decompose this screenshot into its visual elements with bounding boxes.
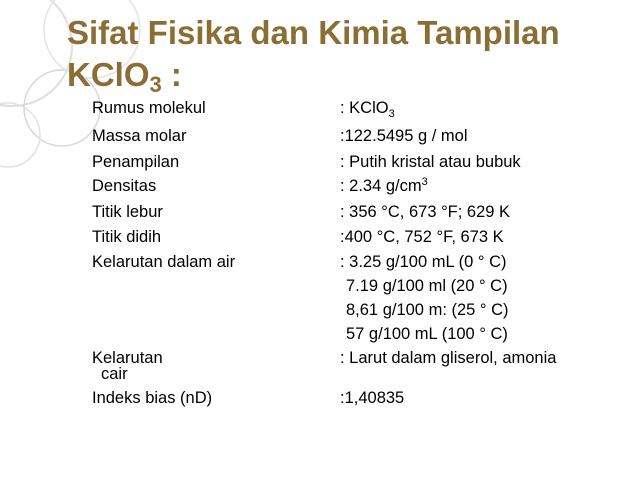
value-superscript: 3: [421, 176, 428, 188]
title-formula: KClO: [67, 56, 150, 93]
property-value: : 356 °C, 673 °F; 629 K: [340, 203, 511, 221]
property-label: Penampilan: [92, 153, 180, 171]
title-formula-suffix: :: [161, 56, 182, 93]
property-label: Massa molar: [92, 127, 187, 145]
property-label: Kelarutan: [92, 349, 163, 367]
property-value: : 3.25 g/100 mL (0 ° C): [340, 253, 507, 271]
property-label: Titik lebur: [92, 203, 163, 221]
property-value: :400 °C, 752 °F, 673 K: [340, 228, 504, 246]
property-value: : KClO$_3$: [340, 99, 395, 120]
decor-ring-1: [0, 0, 72, 106]
property-value: : Larut dalam gliserol, amonia: [340, 349, 557, 367]
property-label: Indeks bias (nD): [92, 389, 213, 407]
property-value: 7.19 g/100 ml (20 ° C): [346, 277, 508, 295]
property-label: Titik didih: [92, 228, 162, 246]
property-value: 57 g/100 mL (100 ° C): [346, 325, 508, 343]
property-value: 8,61 g/100 m: (25 ° C): [346, 301, 509, 319]
decor-ring-4: [0, 103, 40, 167]
property-label-continuation: cair: [101, 365, 128, 383]
property-label: Densitas: [92, 177, 157, 195]
property-value: :1,40835: [340, 389, 405, 407]
property-value: : Putih kristal atau bubuk: [340, 153, 521, 171]
title-formula-subscript: 3: [149, 72, 162, 97]
title-line-1: Sifat Fisika dan Kimia Tampilan: [67, 14, 560, 51]
property-label: Kelarutan dalam air: [92, 253, 236, 271]
property-label: Rumus molekul: [92, 99, 206, 117]
property-value: : 2.34 $g/cm^3$: [340, 176, 428, 195]
value-subscript: 3: [388, 108, 395, 120]
property-value: :122.5495 g / mol: [340, 127, 468, 145]
page-title: [67, 12, 627, 96]
